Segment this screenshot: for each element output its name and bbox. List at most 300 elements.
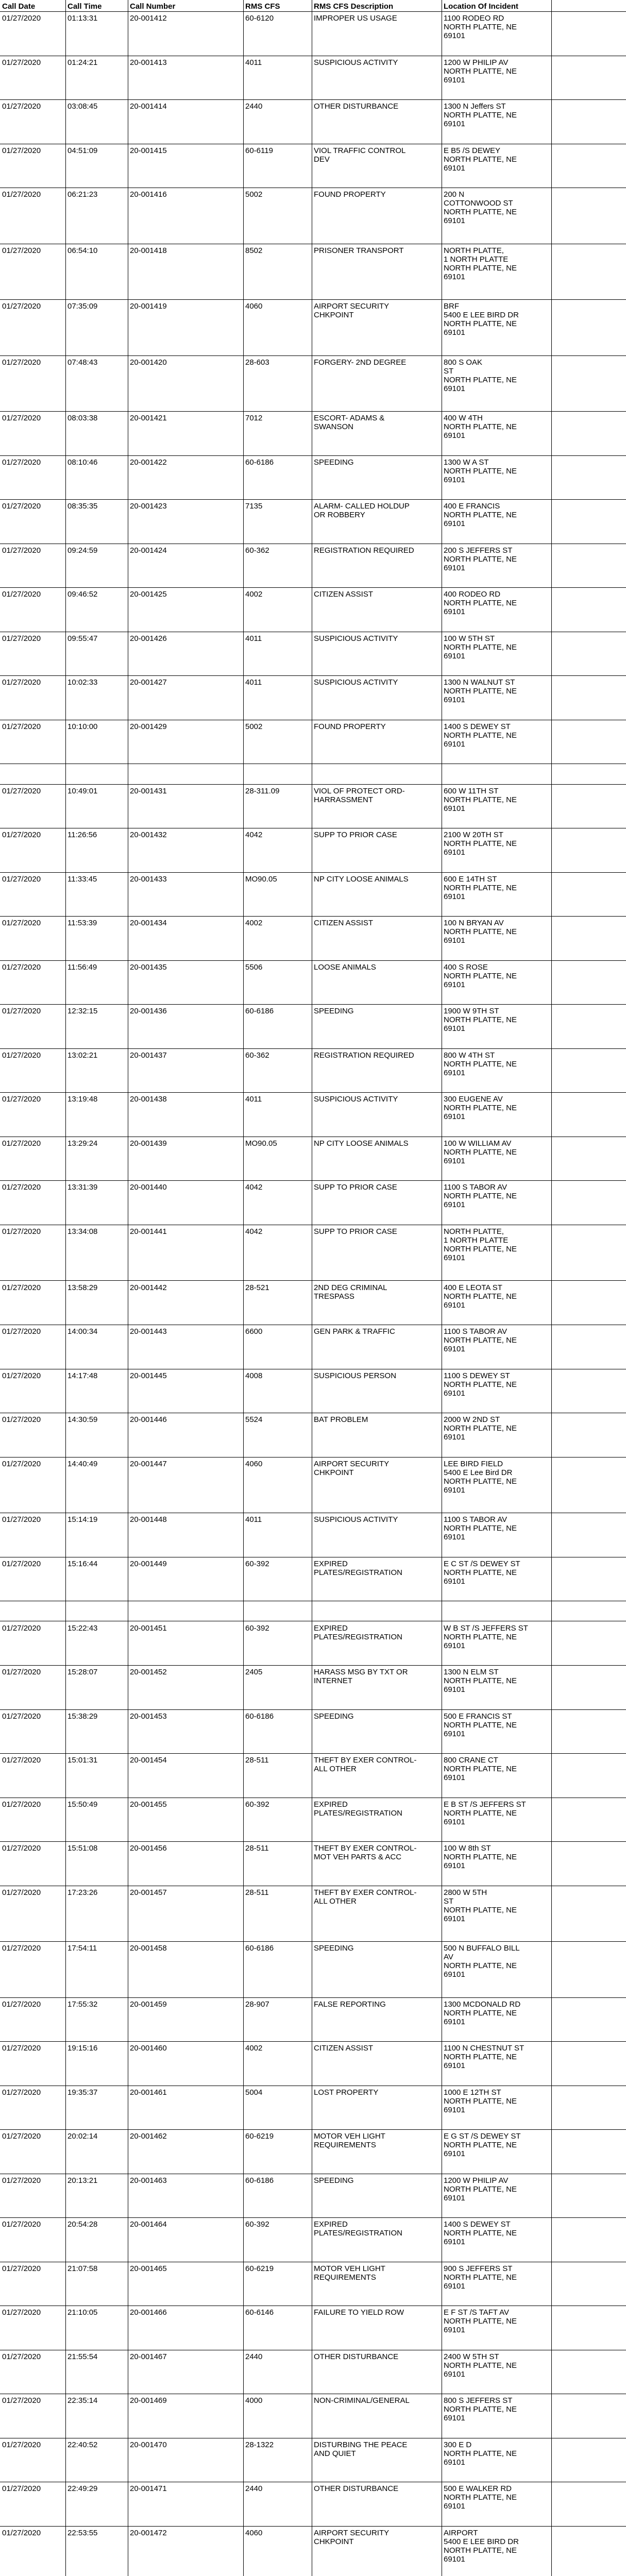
cell-location: E F ST /S TAFT AV NORTH PLATTE, NE 69101	[444, 2308, 517, 2335]
cell-rms-cfs: 60-6186	[245, 2176, 274, 2185]
cell-call-number: 20-001419	[130, 302, 167, 311]
cell-rms-cfs-description: SPEEDING	[314, 1944, 354, 1953]
cell-call-time: 15:01:31	[67, 1756, 98, 1765]
table-row	[0, 2262, 626, 2307]
cell-call-time: 15:22:43	[67, 1623, 98, 1633]
header-call-number: Call Number	[130, 2, 176, 11]
cell-call-date: 01/27/2020	[2, 2352, 41, 2361]
table-row	[0, 720, 626, 765]
header-rms-cfs-description: RMS CFS Description	[314, 2, 394, 11]
cell-location: 1200 W PHILIP AV NORTH PLATTE, NE 69101	[444, 58, 517, 84]
cell-call-number: 20-001432	[130, 831, 167, 840]
cell-location: 1200 W PHILIP AV NORTH PLATTE, NE 69101	[444, 2176, 517, 2202]
cell-call-date: 01/27/2020	[2, 58, 41, 67]
cell-call-time: 14:17:48	[67, 1371, 98, 1380]
cell-rms-cfs-description: 2ND DEG CRIMINAL TRESPASS	[314, 1283, 387, 1301]
cell-call-date: 01/27/2020	[2, 919, 41, 928]
cell-call-time: 22:40:52	[67, 2440, 98, 2449]
cell-location: 1100 S TABOR AV NORTH PLATTE, NE 69101	[444, 1327, 517, 1353]
cell-call-date: 01/27/2020	[2, 634, 41, 643]
cell-location: 1300 N ELM ST NORTH PLATTE, NE 69101	[444, 1668, 517, 1694]
cell-location: 1100 S DEWEY ST NORTH PLATTE, NE 69101	[444, 1371, 517, 1398]
cell-rms-cfs-description: SPEEDING	[314, 1007, 354, 1016]
cell-call-time: 01:24:21	[67, 58, 98, 67]
column-divider	[551, 0, 552, 2576]
cell-rms-cfs-description: VIOL OF PROTECT ORD- HARRASSMENT	[314, 786, 405, 804]
cell-location: 600 W 11TH ST NORTH PLATTE, NE 69101	[444, 786, 517, 813]
cell-call-number: 20-001437	[130, 1050, 167, 1060]
cell-rms-cfs-description: SUPP TO PRIOR CASE	[314, 831, 397, 840]
table-row	[0, 961, 626, 1005]
cell-call-number: 20-001451	[130, 1623, 167, 1633]
table-row	[0, 1557, 626, 1602]
cell-call-number: 20-001440	[130, 1183, 167, 1192]
cell-rms-cfs-description: AIRPORT SECURITY CHKPOINT	[314, 1459, 390, 1477]
cell-rms-cfs-description: FORGERY- 2ND DEGREE	[314, 358, 407, 367]
cell-call-number: 20-001470	[130, 2440, 167, 2449]
cell-call-date: 01/27/2020	[2, 1327, 41, 1336]
table-row	[0, 2306, 626, 2350]
cell-location: 1100 S TABOR AV NORTH PLATTE, NE 69101	[444, 1515, 517, 1542]
cell-location: 500 N BUFFALO BILL AV NORTH PLATTE, NE 69101	[444, 1944, 520, 1979]
cell-location: 100 N BRYAN AV NORTH PLATTE, NE 69101	[444, 919, 517, 945]
table-row	[0, 144, 626, 189]
cell-call-number: 20-001421	[130, 414, 167, 423]
cell-rms-cfs-description: REGISTRATION REQUIRED	[314, 546, 414, 555]
cell-rms-cfs: 4002	[245, 919, 263, 928]
cell-rms-cfs: 28-511	[245, 1888, 269, 1897]
cell-call-time: 12:32:15	[67, 1007, 98, 1016]
table-row	[0, 1369, 626, 1414]
cell-call-date: 01/27/2020	[2, 2396, 41, 2405]
cell-call-date: 01/27/2020	[2, 1459, 41, 1468]
cell-call-time: 08:35:35	[67, 502, 98, 511]
cell-call-time: 15:28:07	[67, 1668, 98, 1676]
table-row	[0, 2438, 626, 2483]
cell-call-number: 20-001448	[130, 1515, 167, 1524]
table-row	[0, 1798, 626, 1842]
cell-location: 100 W 8th ST NORTH PLATTE, NE 69101	[444, 1844, 517, 1870]
cell-rms-cfs: 7012	[245, 414, 263, 423]
cell-rms-cfs: 8502	[245, 246, 263, 255]
cell-rms-cfs: 60-6186	[245, 1944, 274, 1953]
cell-location: 2100 W 20TH ST NORTH PLATTE, NE 69101	[444, 831, 517, 857]
cell-location: 1300 W A ST NORTH PLATTE, NE 69101	[444, 457, 517, 484]
cell-call-time: 20:13:21	[67, 2176, 98, 2185]
cell-call-time: 19:35:37	[67, 2088, 98, 2097]
cell-call-time: 09:24:59	[67, 546, 98, 555]
table-row	[0, 244, 626, 300]
cell-call-time: 20:54:28	[67, 2220, 98, 2229]
cell-rms-cfs: 2440	[245, 2352, 263, 2361]
cell-rms-cfs-description: CITIZEN ASSIST	[314, 2044, 374, 2053]
cell-call-time: 08:03:38	[67, 414, 98, 423]
cell-rms-cfs-description: ESCORT- ADAMS & SWANSON	[314, 414, 385, 432]
cell-location: 1100 S TABOR AV NORTH PLATTE, NE 69101	[444, 1183, 517, 1210]
cell-rms-cfs-description: LOST PROPERTY	[314, 2088, 379, 2097]
cell-location: 1400 S DEWEY ST NORTH PLATTE, NE 69101	[444, 722, 517, 749]
cell-call-number: 20-001471	[130, 2484, 167, 2494]
cell-rms-cfs-description: AIRPORT SECURITY CHKPOINT	[314, 302, 390, 320]
cell-rms-cfs-description: SPEEDING	[314, 1711, 354, 1721]
cell-rms-cfs-description: SUPP TO PRIOR CASE	[314, 1183, 397, 1192]
cell-call-date: 01/27/2020	[2, 1515, 41, 1524]
cell-location: 1900 W 9TH ST NORTH PLATTE, NE 69101	[444, 1007, 517, 1033]
table-row	[0, 2218, 626, 2262]
cell-call-time: 11:56:49	[67, 962, 97, 972]
cell-rms-cfs-description: FAILURE TO YIELD ROW	[314, 2308, 404, 2317]
cell-call-number: 20-001422	[130, 457, 167, 467]
cell-call-number: 20-001426	[130, 634, 167, 643]
cell-rms-cfs: 28-511	[245, 1844, 269, 1853]
cell-call-date: 01/27/2020	[2, 1227, 41, 1236]
cell-call-date: 01/27/2020	[2, 1415, 41, 1424]
cell-rms-cfs: 60-6219	[245, 2132, 274, 2141]
table-row	[0, 1325, 626, 1369]
cell-rms-cfs: 28-1322	[245, 2440, 274, 2449]
cell-call-time: 21:07:58	[67, 2264, 98, 2273]
cell-call-date: 01/27/2020	[2, 358, 41, 367]
cell-call-number: 20-001415	[130, 146, 167, 155]
cell-call-time: 17:55:32	[67, 1999, 98, 2009]
cell-location: 500 E WALKER RD NORTH PLATTE, NE 69101	[444, 2484, 517, 2511]
cell-rms-cfs-description: EXPIRED PLATES/REGISTRATION	[314, 1623, 402, 1641]
cell-rms-cfs-description: PRISONER TRANSPORT	[314, 246, 404, 255]
cell-call-number: 20-001458	[130, 1944, 167, 1953]
cell-call-date: 01/27/2020	[2, 1623, 41, 1633]
cell-call-number: 20-001469	[130, 2396, 167, 2405]
cell-rms-cfs-description: VIOL TRAFFIC CONTROL DEV	[314, 146, 406, 164]
table-row	[0, 632, 626, 676]
cell-call-date: 01/27/2020	[2, 2264, 41, 2273]
cell-rms-cfs: 60-6146	[245, 2308, 274, 2317]
cell-call-date: 01/27/2020	[2, 546, 41, 555]
cell-call-number: 20-001456	[130, 1844, 167, 1853]
table-row	[0, 2527, 626, 2576]
table-row	[0, 1666, 626, 1710]
cell-rms-cfs-description: AIRPORT SECURITY CHKPOINT	[314, 2528, 390, 2546]
cell-location: NORTH PLATTE, 1 NORTH PLATTE NORTH PLATTE, NE 69101	[444, 246, 517, 281]
cell-call-number: 20-001452	[130, 1668, 167, 1676]
cell-call-number: 20-001438	[130, 1095, 167, 1104]
table-row	[0, 2394, 626, 2438]
table-row	[0, 100, 626, 144]
cell-call-date: 01/27/2020	[2, 1888, 41, 1897]
cell-call-date: 01/27/2020	[2, 2132, 41, 2141]
cell-location: 1100 N CHESTNUT ST NORTH PLATTE, NE 69101	[444, 2044, 525, 2071]
cell-rms-cfs: MO90.05	[245, 1139, 277, 1148]
cell-location: 600 E 14TH ST NORTH PLATTE, NE 69101	[444, 874, 517, 901]
cell-rms-cfs-description: SUSPICIOUS ACTIVITY	[314, 58, 398, 67]
cell-call-time: 17:23:26	[67, 1888, 98, 1897]
cell-rms-cfs-description: EXPIRED PLATES/REGISTRATION	[314, 1559, 402, 1577]
cell-call-time: 13:31:39	[67, 1183, 98, 1192]
cell-rms-cfs: 4011	[245, 1095, 262, 1104]
cell-location: E B ST /S JEFFERS ST NORTH PLATTE, NE 69101	[444, 1800, 526, 1826]
cell-rms-cfs: 4008	[245, 1371, 263, 1380]
cell-location: 2800 W 5TH ST NORTH PLATTE, NE 69101	[444, 1888, 517, 1923]
cell-rms-cfs-description: OTHER DISTURBANCE	[314, 102, 399, 111]
cell-rms-cfs: 60-6186	[245, 457, 274, 467]
table-row	[0, 1886, 626, 1942]
cell-call-time: 04:51:09	[67, 146, 98, 155]
cell-rms-cfs: 4011	[245, 1515, 262, 1524]
table-row	[0, 1005, 626, 1049]
cell-call-number: 20-001425	[130, 590, 167, 599]
cell-call-time: 11:53:39	[67, 919, 97, 928]
cell-call-date: 01/27/2020	[2, 146, 41, 155]
header-location: Location Of Incident	[444, 2, 518, 11]
cell-rms-cfs-description: SUSPICIOUS ACTIVITY	[314, 1515, 398, 1524]
table-row	[0, 2482, 626, 2527]
cell-rms-cfs: 28-603	[245, 358, 269, 367]
cell-rms-cfs: 60-392	[245, 1800, 269, 1809]
cell-call-date: 01/27/2020	[2, 1559, 41, 1568]
cell-call-number: 20-001436	[130, 1007, 167, 1016]
cell-call-date: 01/27/2020	[2, 590, 41, 599]
cell-call-time: 13:58:29	[67, 1283, 98, 1292]
cell-rms-cfs-description: FALSE REPORTING	[314, 1999, 386, 2009]
cell-location: 400 E LEOTA ST NORTH PLATTE, NE 69101	[444, 1283, 517, 1310]
header-rms-cfs: RMS CFS	[245, 2, 280, 11]
cell-rms-cfs: 28-311.09	[245, 786, 280, 795]
header-call-time: Call Time	[67, 2, 102, 11]
cell-rms-cfs: 5002	[245, 722, 263, 731]
cell-call-time: 06:54:10	[67, 246, 98, 255]
cell-rms-cfs: 6600	[245, 1327, 263, 1336]
cell-rms-cfs-description: SUSPICIOUS PERSON	[314, 1371, 397, 1380]
cell-call-date: 01/27/2020	[2, 1944, 41, 1953]
cell-call-date: 01/27/2020	[2, 1668, 41, 1676]
cell-rms-cfs-description: EXPIRED PLATES/REGISTRATION	[314, 2220, 402, 2238]
cell-location: 800 CRANE CT NORTH PLATTE, NE 69101	[444, 1756, 517, 1782]
cell-call-number: 20-001467	[130, 2352, 167, 2361]
cell-rms-cfs-description: SUPP TO PRIOR CASE	[314, 1227, 397, 1236]
cell-call-number: 20-001439	[130, 1139, 167, 1148]
cell-call-date: 01/27/2020	[2, 1844, 41, 1853]
table-row	[0, 828, 626, 873]
cell-rms-cfs: 5002	[245, 190, 263, 199]
cell-rms-cfs: 4011	[245, 678, 262, 687]
cell-rms-cfs-description: CITIZEN ASSIST	[314, 919, 374, 928]
cell-call-number: 20-001466	[130, 2308, 167, 2317]
cell-rms-cfs-description: EXPIRED PLATES/REGISTRATION	[314, 1800, 402, 1818]
cell-call-time: 03:08:45	[67, 102, 98, 111]
cell-call-date: 01/27/2020	[2, 1756, 41, 1765]
cell-rms-cfs: MO90.05	[245, 874, 277, 884]
cell-rms-cfs: 60-362	[245, 546, 269, 555]
cell-location: BRF 5400 E LEE BIRD DR NORTH PLATTE, NE 69101	[444, 302, 519, 337]
cell-location: 300 E D NORTH PLATTE, NE 69101	[444, 2440, 517, 2467]
cell-call-time: 10:10:00	[67, 722, 98, 731]
table-row	[0, 588, 626, 632]
table-row	[0, 2174, 626, 2218]
table-row	[0, 1998, 626, 2042]
cell-location: 500 E FRANCIS ST NORTH PLATTE, NE 69101	[444, 1711, 517, 1738]
cell-call-date: 01/27/2020	[2, 1095, 41, 1104]
cell-location: 1100 RODEO RD NORTH PLATTE, NE 69101	[444, 14, 517, 40]
cell-call-number: 20-001465	[130, 2264, 167, 2273]
cell-call-date: 01/27/2020	[2, 1711, 41, 1721]
table-row	[0, 1225, 626, 1281]
cell-rms-cfs-description: SPEEDING	[314, 457, 354, 467]
table-row	[0, 2350, 626, 2395]
cell-call-date: 01/27/2020	[2, 190, 41, 199]
cell-location: 1400 S DEWEY ST NORTH PLATTE, NE 69101	[444, 2220, 517, 2247]
table-row	[0, 1622, 626, 1666]
cell-rms-cfs-description: MOTOR VEH LIGHT REQUIREMENTS	[314, 2132, 385, 2150]
cell-call-number: 20-001433	[130, 874, 167, 884]
cell-call-number: 20-001441	[130, 1227, 167, 1236]
cell-call-number: 20-001445	[130, 1371, 167, 1380]
cell-call-time: 15:50:49	[67, 1800, 98, 1809]
cell-call-date: 01/27/2020	[2, 874, 41, 884]
cell-rms-cfs: 60-362	[245, 1050, 269, 1060]
table-row	[0, 1710, 626, 1754]
cell-rms-cfs: 4011	[245, 634, 262, 643]
cell-call-time: 08:10:46	[67, 457, 98, 467]
cell-call-time: 14:00:34	[67, 1327, 98, 1336]
cell-call-date: 01/27/2020	[2, 1800, 41, 1809]
table-row	[0, 1601, 626, 1621]
cell-call-date: 01/27/2020	[2, 14, 41, 23]
cell-location: 800 W 4TH ST NORTH PLATTE, NE 69101	[444, 1050, 517, 1077]
cell-location: AIRPORT 5400 E LEE BIRD DR NORTH PLATTE, NE 69101	[444, 2528, 519, 2564]
column-divider	[65, 0, 66, 2576]
table-row	[0, 1842, 626, 1886]
cell-call-number: 20-001463	[130, 2176, 167, 2185]
cell-call-time: 07:48:43	[67, 358, 98, 367]
cell-call-number: 20-001431	[130, 786, 167, 795]
cell-rms-cfs-description: FOUND PROPERTY	[314, 722, 386, 731]
cell-call-time: 09:55:47	[67, 634, 98, 643]
cell-call-date: 01/27/2020	[2, 246, 41, 255]
cell-call-date: 01/27/2020	[2, 502, 41, 511]
cell-call-time: 21:10:05	[67, 2308, 98, 2317]
cell-location: 800 S JEFFERS ST NORTH PLATTE, NE 69101	[444, 2396, 517, 2423]
cell-call-number: 20-001442	[130, 1283, 167, 1292]
cell-rms-cfs: 60-6186	[245, 1007, 274, 1016]
cell-rms-cfs: 5524	[245, 1415, 263, 1424]
table-row	[0, 1754, 626, 1798]
cell-location: 200 N COTTONWOOD ST NORTH PLATTE, NE 69101	[444, 190, 517, 225]
cell-call-time: 13:02:21	[67, 1050, 98, 1060]
table-row	[0, 1137, 626, 1181]
cell-location: E B5 /S DEWEY NORTH PLATTE, NE 69101	[444, 146, 517, 173]
table-row	[0, 2086, 626, 2130]
cell-call-time: 11:26:56	[67, 831, 97, 840]
cell-rms-cfs: 2405	[245, 1668, 263, 1676]
cell-rms-cfs: 4002	[245, 590, 263, 599]
cell-location: 100 W WILLIAM AV NORTH PLATTE, NE 69101	[444, 1139, 517, 1165]
cell-call-number: 20-001429	[130, 722, 167, 731]
cell-call-number: 20-001412	[130, 14, 167, 23]
cell-call-number: 20-001418	[130, 246, 167, 255]
cell-rms-cfs-description: SPEEDING	[314, 2176, 354, 2185]
cell-location: 1000 E 12TH ST NORTH PLATTE, NE 69101	[444, 2088, 517, 2114]
table-header	[0, 0, 626, 12]
table-row	[0, 12, 626, 56]
table-row	[0, 785, 626, 829]
cell-location: 400 W 4TH NORTH PLATTE, NE 69101	[444, 414, 517, 440]
cell-rms-cfs: 60-6186	[245, 1711, 274, 1721]
table-row	[0, 765, 626, 785]
cell-rms-cfs: 28-521	[245, 1283, 269, 1292]
cell-call-date: 01/27/2020	[2, 2044, 41, 2053]
cell-rms-cfs: 4060	[245, 2528, 263, 2537]
cell-rms-cfs: 7135	[245, 502, 263, 511]
cell-call-number: 20-001413	[130, 58, 167, 67]
cell-call-number: 20-001435	[130, 962, 167, 972]
table-row	[0, 1181, 626, 1225]
cell-location: W B ST /S JEFFERS ST NORTH PLATTE, NE 69101	[444, 1623, 528, 1650]
cell-call-date: 01/27/2020	[2, 678, 41, 687]
cell-call-date: 01/27/2020	[2, 831, 41, 840]
table-row	[0, 1049, 626, 1093]
table-row	[0, 300, 626, 356]
cell-call-date: 01/27/2020	[2, 962, 41, 972]
cell-call-date: 01/27/2020	[2, 2440, 41, 2449]
cell-location: 2400 W 5TH ST NORTH PLATTE, NE 69101	[444, 2352, 517, 2379]
table-row	[0, 456, 626, 500]
header-call-date: Call Date	[2, 2, 36, 11]
cell-call-number: 20-001472	[130, 2528, 167, 2537]
cell-call-time: 07:35:09	[67, 302, 98, 311]
cell-call-date: 01/27/2020	[2, 2308, 41, 2317]
table-row	[0, 1513, 626, 1557]
cell-rms-cfs: 60-392	[245, 1623, 269, 1633]
table-row	[0, 1281, 626, 1326]
cell-rms-cfs: 4011	[245, 58, 262, 67]
table-row	[0, 544, 626, 588]
cell-rms-cfs-description: DISTURBING THE PEACE AND QUIET	[314, 2440, 408, 2458]
cell-call-number: 20-001423	[130, 502, 167, 511]
cell-call-date: 01/27/2020	[2, 2176, 41, 2185]
table-row	[0, 2130, 626, 2174]
cell-call-date: 01/27/2020	[2, 2088, 41, 2097]
cell-call-date: 01/27/2020	[2, 722, 41, 731]
cell-location: 1300 MCDONALD RD NORTH PLATTE, NE 69101	[444, 1999, 521, 2026]
cell-location: 1300 N Jeffers ST NORTH PLATTE, NE 69101	[444, 102, 517, 128]
cell-call-time: 21:55:54	[67, 2352, 98, 2361]
cell-location: 200 S JEFFERS ST NORTH PLATTE, NE 69101	[444, 546, 517, 572]
cell-call-date: 01/27/2020	[2, 414, 41, 423]
cell-call-time: 22:35:14	[67, 2396, 98, 2405]
cell-rms-cfs-description: THEFT BY EXER CONTROL- MOT VEH PARTS & ACC	[314, 1844, 417, 1861]
cell-rms-cfs: 4042	[245, 831, 263, 840]
cell-call-time: 14:40:49	[67, 1459, 98, 1468]
table-row	[0, 56, 626, 100]
cell-call-time: 17:54:11	[67, 1944, 97, 1953]
cell-location: 2000 W 2ND ST NORTH PLATTE, NE 69101	[444, 1415, 517, 1442]
cell-call-date: 01/27/2020	[2, 786, 41, 795]
cell-rms-cfs-description: BAT PROBLEM	[314, 1415, 368, 1424]
cell-call-time: 11:33:45	[67, 874, 97, 884]
cell-call-number: 20-001454	[130, 1756, 167, 1765]
table-row	[0, 1413, 626, 1458]
cell-rms-cfs-description: SUSPICIOUS ACTIVITY	[314, 678, 398, 687]
cell-rms-cfs: 4042	[245, 1183, 263, 1192]
cell-call-number: 20-001464	[130, 2220, 167, 2229]
cell-call-time: 10:49:01	[67, 786, 98, 795]
cell-call-date: 01/27/2020	[2, 302, 41, 311]
cell-call-number: 20-001424	[130, 546, 167, 555]
cell-location: 300 EUGENE AV NORTH PLATTE, NE 69101	[444, 1095, 517, 1122]
cell-rms-cfs: 28-907	[245, 1999, 269, 2009]
cell-call-number: 20-001447	[130, 1459, 167, 1468]
cell-call-date: 01/27/2020	[2, 1139, 41, 1148]
cell-call-time: 01:13:31	[67, 14, 98, 23]
